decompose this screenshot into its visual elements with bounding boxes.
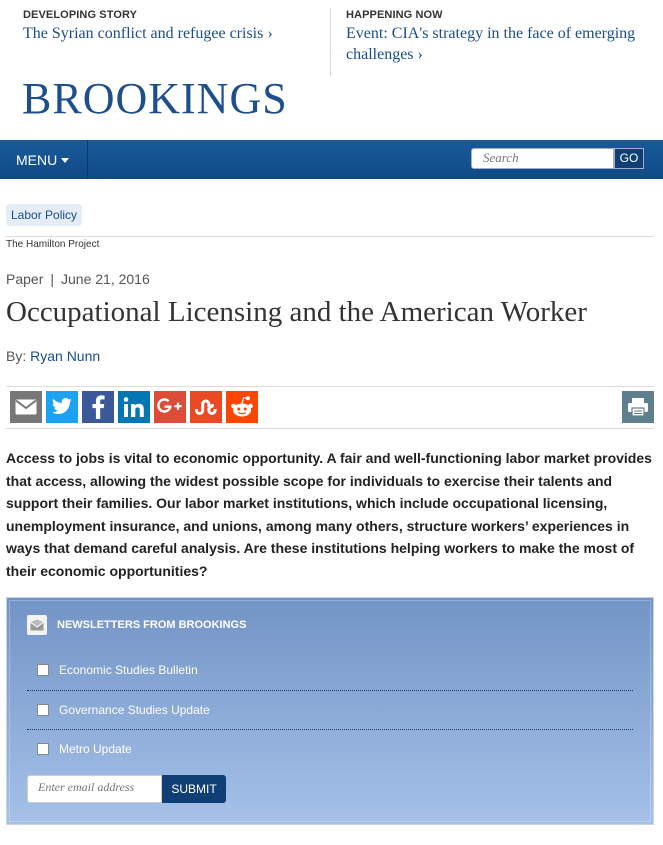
newsletter-option-label: Governance Studies Update (59, 703, 210, 717)
email-field[interactable]: Enter email address (27, 775, 162, 803)
newsletter-option[interactable] (37, 701, 637, 719)
submit-button[interactable]: SUBMIT (162, 775, 226, 803)
caret-down-icon (61, 158, 69, 163)
promo-link-left[interactable]: The Syrian conflict and refugee crisis › (23, 25, 273, 42)
reddit-icon (229, 395, 255, 419)
twitter-icon (51, 398, 73, 416)
menu-label: MENU (16, 151, 58, 168)
checkbox[interactable] (37, 664, 49, 676)
divider (6, 428, 654, 429)
newsletter-option[interactable] (37, 661, 637, 679)
byline-label: By: (6, 348, 27, 364)
linkedin-icon (123, 396, 145, 418)
promo-strip (0, 0, 663, 140)
promo-developing-story (23, 9, 313, 44)
article-meta (6, 271, 150, 287)
share-reddit-button[interactable] (226, 391, 258, 423)
promo-happening-now (346, 9, 646, 65)
search-go-button[interactable]: GO (614, 148, 644, 169)
email-icon (15, 399, 37, 415)
promo-kicker-right: HAPPENING NOW (346, 9, 443, 21)
share-googleplus-button[interactable] (154, 391, 186, 423)
newsletter-option[interactable] (37, 740, 637, 758)
share-toolbar (10, 391, 258, 423)
googleplus-icon (157, 398, 183, 416)
print-button[interactable] (622, 391, 654, 423)
meta-separator: | (50, 271, 54, 287)
article-date: June 21, 2016 (61, 271, 150, 287)
checkbox[interactable] (37, 704, 49, 716)
share-stumbleupon-button[interactable] (190, 391, 222, 423)
brookings-logo[interactable]: BROOKINGS (22, 74, 288, 123)
topic-tag[interactable]: Labor Policy (6, 204, 82, 226)
promo-link-right[interactable]: Event: CIA's strategy in the face of emerging challenges › (346, 25, 636, 63)
share-linkedin-button[interactable] (118, 391, 150, 423)
checkbox[interactable] (37, 743, 49, 755)
article-title: Occupational Licensing and the American Worker (6, 296, 587, 328)
divider (6, 386, 654, 387)
promo-divider (330, 8, 331, 76)
facebook-icon (91, 395, 105, 419)
menu-button[interactable] (0, 140, 88, 179)
main-nav-bar (0, 140, 663, 179)
program-link[interactable]: The Hamilton Project (6, 239, 100, 250)
dotted-divider (27, 690, 633, 691)
search-input[interactable]: Search (471, 148, 614, 169)
newsletter-heading: NEWSLETTERS FROM BROOKINGS (57, 619, 247, 631)
byline (6, 348, 100, 364)
print-icon (627, 397, 649, 417)
article-intro: Access to jobs is vital to economic opportunity. A fair and well-functioning labor market provides that access, allowing the widest possible scope for individuals to exercise their talents and support their families. Our labor market institutions, which include occupational licensing, unemployment insurance, and unions, among many others, structure workers’ experiences in ways that demand careful analysis. Are these institutions helping workers to make the most of their economic opportunities? (6, 450, 652, 579)
newsletter-option-label: Economic Studies Bulletin (59, 663, 198, 677)
newsletter-option-label: Metro Update (59, 742, 132, 756)
share-facebook-button[interactable] (82, 391, 114, 423)
share-email-button[interactable] (10, 391, 42, 423)
newsletter-signup (6, 597, 654, 825)
stumbleupon-icon (195, 399, 217, 415)
share-twitter-button[interactable] (46, 391, 78, 423)
divider (6, 236, 654, 237)
envelope-icon (27, 615, 47, 635)
dotted-divider (27, 729, 633, 730)
promo-kicker-left: DEVELOPING STORY (23, 9, 138, 21)
article-type: Paper (6, 271, 44, 287)
author-link[interactable]: Ryan Nunn (30, 348, 101, 364)
